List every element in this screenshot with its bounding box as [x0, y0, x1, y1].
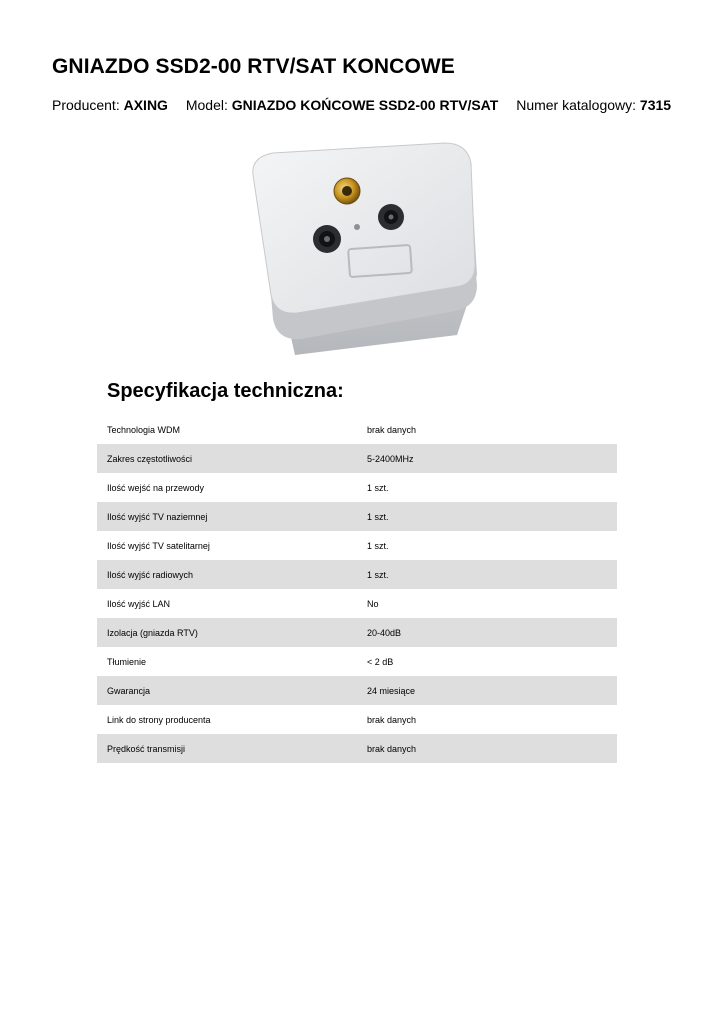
- spec-label: Tłumienie: [107, 656, 147, 667]
- spec-label: Prędkość transmisji: [97, 734, 357, 763]
- spec-row: [97, 705, 617, 734]
- spec-value: 1 szt.: [367, 540, 389, 551]
- spec-value: 20-40dB: [357, 618, 617, 647]
- radio-connector: [378, 204, 404, 230]
- spec-row: [97, 531, 617, 560]
- spec-row: [97, 415, 617, 444]
- spec-label: Ilość wyjść LAN: [107, 598, 171, 609]
- spec-row: [97, 473, 617, 502]
- spec-label: Izolacja (gniazda RTV): [97, 618, 357, 647]
- spec-row: [97, 589, 617, 618]
- socket-front: [253, 143, 475, 313]
- tv-connector: [313, 225, 341, 253]
- product-image: [245, 135, 485, 375]
- spec-row: [97, 676, 617, 705]
- spec-value: 24 miesiące: [357, 676, 617, 705]
- spec-label: Ilość wejść na przewody: [107, 482, 205, 493]
- spec-value: 1 szt.: [367, 482, 389, 493]
- producer-group: [52, 97, 172, 113]
- spec-label: Technologia WDM: [107, 424, 181, 435]
- catalog-group: [516, 97, 671, 113]
- spec-value: < 2 dB: [367, 656, 394, 667]
- spec-label: Ilość wyjść radiowych: [97, 560, 357, 589]
- model-value: GNIAZDO KOŃCOWE SSD2-00 RTV/SAT: [231, 97, 499, 113]
- spec-value: brak danych: [367, 714, 417, 725]
- spec-row: [97, 734, 617, 763]
- producer-value: AXING: [123, 97, 168, 113]
- spec-heading: Specyfikacja techniczna:: [107, 380, 344, 402]
- mounting-hole: [354, 224, 360, 230]
- catalog-value: 7315: [639, 97, 672, 113]
- spec-value: 5-2400MHz: [357, 444, 617, 473]
- spec-value: brak danych: [357, 734, 617, 763]
- spec-label: Ilość wyjść TV naziemnej: [97, 502, 357, 531]
- spec-row: [97, 502, 617, 531]
- page-title: GNIAZDO SSD2-00 RTV/SAT KONCOWE: [52, 55, 455, 78]
- spec-table: [97, 415, 617, 763]
- product-meta: [52, 97, 685, 113]
- spec-label: Link do strony producenta: [107, 714, 211, 725]
- spec-label: Ilość wyjść TV satelitarnej: [107, 540, 210, 551]
- spec-label: Gwarancja: [97, 676, 357, 705]
- spec-value: 1 szt.: [357, 560, 617, 589]
- spec-row: [97, 647, 617, 676]
- producer-label: Producent:: [52, 97, 120, 113]
- spec-value: 1 szt.: [357, 502, 617, 531]
- spec-value: No: [367, 598, 379, 609]
- spec-row: [97, 618, 617, 647]
- spec-value: brak danych: [367, 424, 417, 435]
- spec-label: Zakres częstotliwości: [97, 444, 357, 473]
- spec-row: [97, 444, 617, 473]
- catalog-label: Numer katalogowy:: [516, 97, 637, 113]
- model-group: [186, 97, 502, 113]
- spec-row: [97, 560, 617, 589]
- model-label: Model:: [185, 97, 228, 113]
